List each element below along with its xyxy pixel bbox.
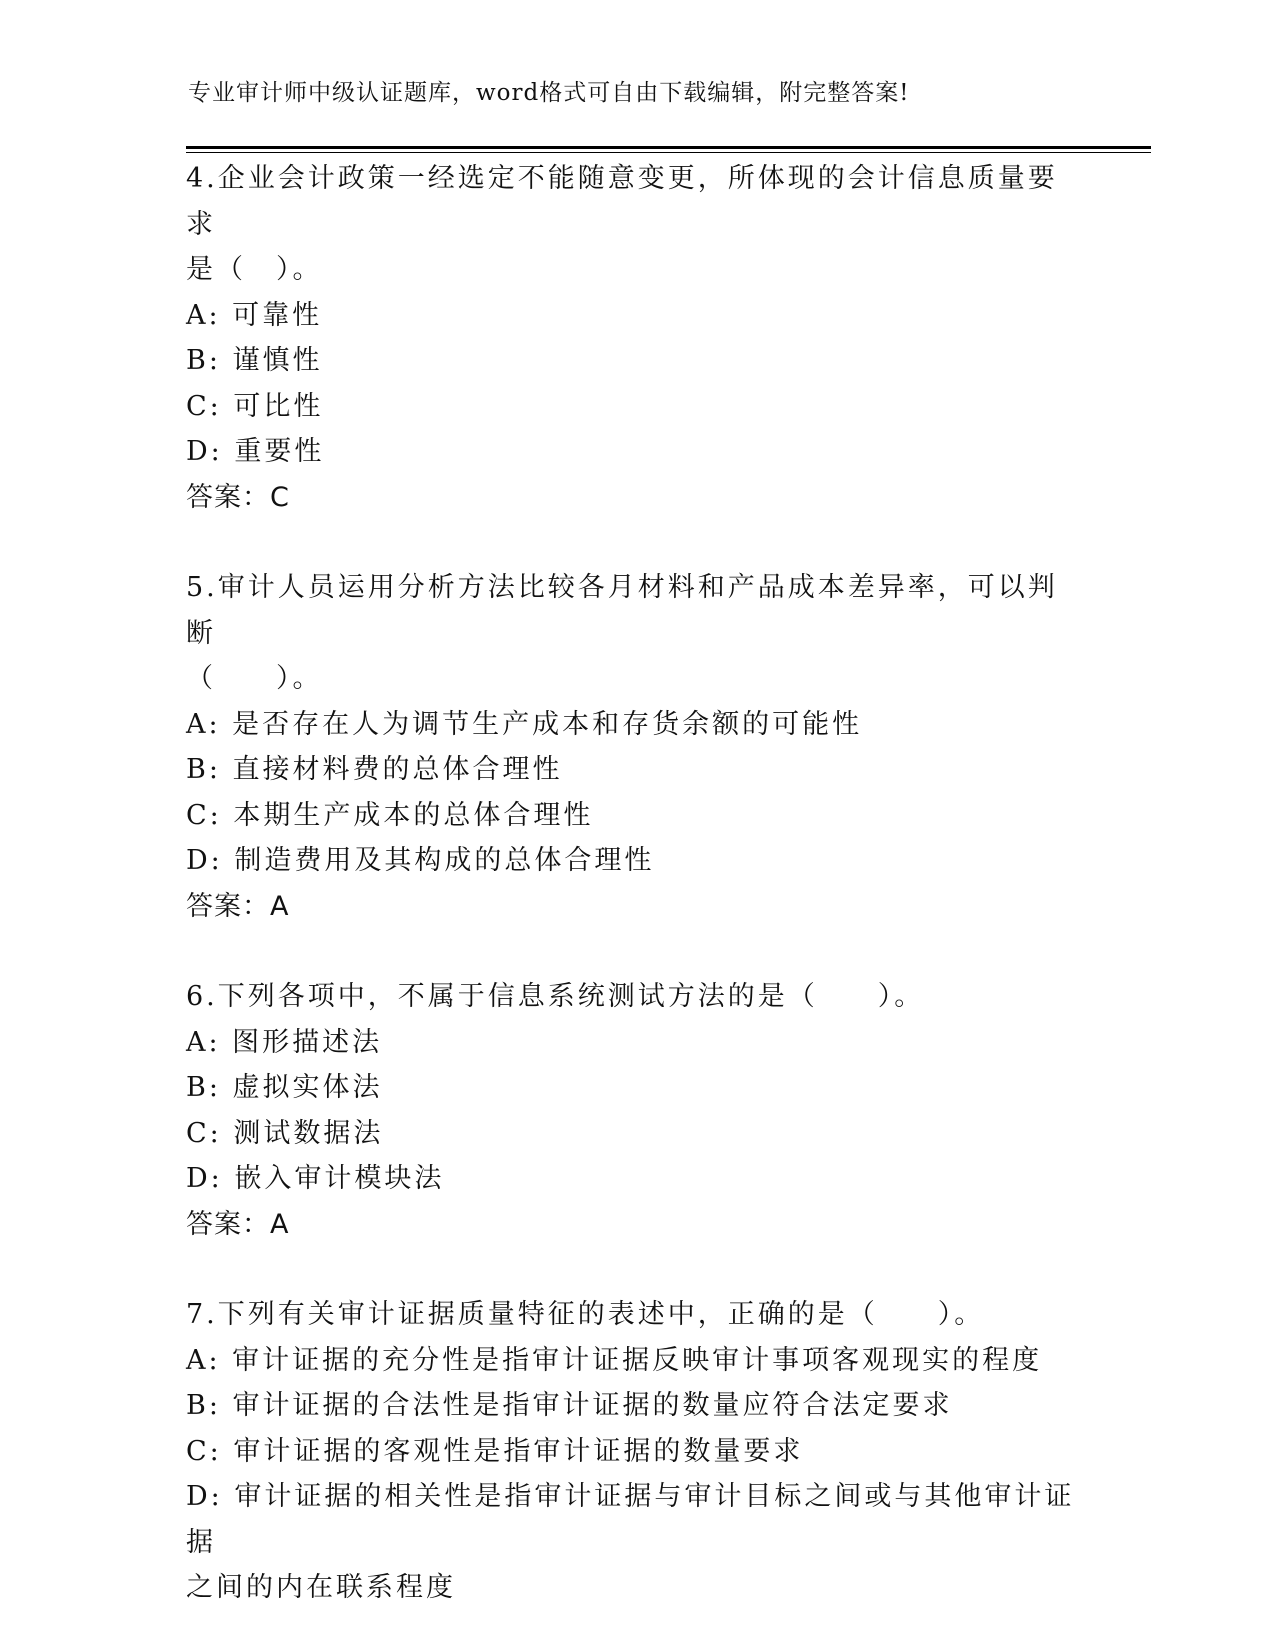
question-stem: 4.企业会计政策一经选定不能随意变更，所体现的会计信息质量要求 — [186, 163, 1058, 240]
option-c: C: 审计证据的客观性是指审计证据的数量要求 — [186, 1435, 804, 1467]
option-d: D: 制造费用及其构成的总体合理性 — [186, 845, 655, 876]
question-5 — [186, 565, 1086, 929]
question-6 — [186, 974, 1086, 1247]
question-stem: 7.下列有关审计证据质量特征的表述中，正确的是（ ）。 — [186, 1299, 985, 1330]
question-4 — [186, 156, 1086, 520]
question-stem: 5.审计人员运用分析方法比较各月材料和产品成本差异率，可以判断 — [186, 572, 1058, 649]
option-d: D: 嵌入审计模块法 — [186, 1163, 445, 1194]
option-d-continuation: 之间的内在联系程度 — [186, 1572, 456, 1603]
question-7 — [186, 1292, 1086, 1611]
answer: 答案：A — [186, 1208, 290, 1240]
answer: 答案：A — [186, 890, 290, 922]
option-c: C: 可比性 — [186, 390, 324, 422]
header-rule-thin — [186, 152, 1151, 153]
option-a: A: 是否存在人为调节生产成本和存货余额的可能性 — [186, 708, 863, 740]
option-c: C: 测试数据法 — [186, 1117, 384, 1149]
option-a: A: 审计证据的充分性是指审计证据反映审计事项客观现实的程度 — [186, 1344, 1043, 1376]
option-d: D: 重要性 — [186, 436, 325, 467]
option-a: A: 可靠性 — [186, 299, 323, 331]
question-stem: 6.下列各项中，不属于信息系统测试方法的是（ ）。 — [186, 981, 925, 1012]
option-d: D: 审计证据的相关性是指审计证据与审计目标之间或与其他审计证据 — [186, 1481, 1075, 1558]
option-b: B: 谨慎性 — [186, 345, 323, 376]
page-header: 专业审计师中级认证题库，word格式可自由下载编辑，附完整答案! — [188, 80, 910, 106]
option-c: C: 本期生产成本的总体合理性 — [186, 799, 594, 831]
answer: 答案：C — [186, 481, 290, 513]
question-list — [186, 156, 1086, 1611]
option-b: B: 审计证据的合法性是指审计证据的数量应符合法定要求 — [186, 1390, 953, 1421]
header-rule-thick — [186, 146, 1151, 149]
option-a: A: 图形描述法 — [186, 1026, 383, 1058]
option-b: B: 虚拟实体法 — [186, 1072, 383, 1103]
question-stem: 是（ ）。 — [186, 254, 323, 285]
question-stem: （ ）。 — [186, 663, 323, 694]
option-b: B: 直接材料费的总体合理性 — [186, 754, 563, 785]
